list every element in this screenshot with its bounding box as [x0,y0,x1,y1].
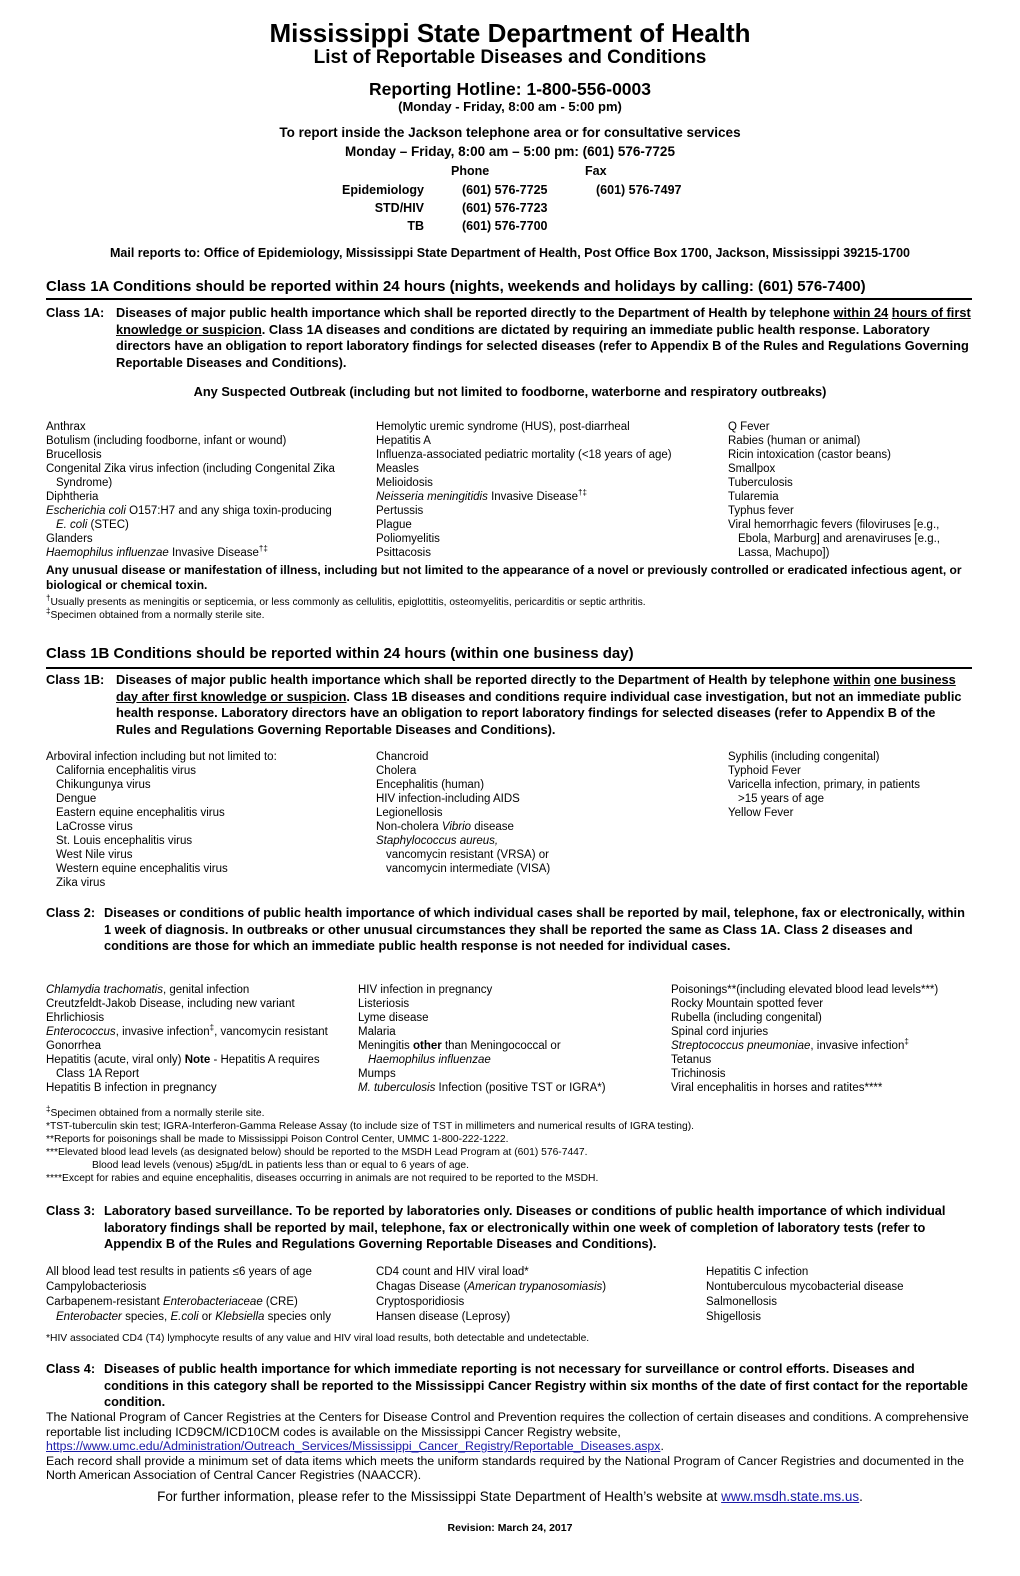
class1b-col2 [376,750,550,876]
class4-desc-text: Diseases of public health importance for which immediate reporting is not necessary for surveillance or control efforts. Diseases and conditions in this category shall be reported to the Mississippi Cancer Registry within six months of the date of first contact for the reportable condition. [104,1361,968,1409]
list-item: HIV infection in pregnancy [358,984,493,996]
list-item: Listeriosis [358,998,410,1010]
list-item-text: Non-cholera [376,821,439,833]
cancer-registry-link[interactable]: https://www.umc.edu/Administration/Outreach_Services/Mississippi_Cancer_Registry/Reportable_Diseases.aspx [46,1439,661,1453]
list-item: Cryptosporidiosis [376,1296,465,1308]
note-line: **Reports for poisonings shall be made to Mississippi Poison Control Center, UMMC 1-800-222-1222. [46,1134,509,1145]
class2-desc-text: Diseases or conditions of public health importance of which individual cases shall be reported by mail, telephone, fax or electronically, within 1 week of diagnosis. In outbreaks or other unusual circumstances they shall be reported the same as Class 1A. Class 2 diseases and conditions are those for which an immediate public health response is not needed for individual cases. [104,905,965,953]
list-item: Zika virus [56,877,106,889]
list-item: Viral hemorrhagic fevers (filoviruses [e.g., [728,519,940,531]
list-item: >15 years of age [738,793,824,805]
list-item: Ebola, Marburg] and arenaviruses [e.g., [738,533,941,545]
list-item: Yellow Fever [728,807,794,819]
list-item: Hepatitis A [376,435,431,447]
list-item [358,1039,606,1053]
list-item: Viral encephalitis in horses and ratites**** [671,1082,883,1094]
class2-label: Class 2: [46,905,96,920]
list-item-text: O157:H7 and any shiga toxin-producing [129,505,332,517]
italic-term: Staphylococcus aureus, [376,835,499,847]
class1b-desc-underline: within [833,672,871,687]
class3-description [46,1203,972,1253]
list-item: Dengue [56,793,97,805]
class1b-description [46,672,972,738]
list-item [46,983,328,997]
footnote-text: Specimen obtained from a normally sterile site. [50,610,265,621]
list-item: Cholera [376,765,417,777]
list-item-text: Chagas Disease ( [376,1281,468,1293]
class1b-desc-underline: one business day after first knowledge or suspicion [116,672,956,704]
list-item: Psittacosis [376,547,431,559]
class1a-heading: Class 1A Conditions should be reported within 24 hours (nights, weekends and holidays by calling: (601) 576-7400) [46,278,866,295]
class3-label: Class 3: [46,1203,96,1218]
jackson-line-1: To report inside the Jackson telephone area or for consultative services [279,125,741,140]
list-item-text: Invasive Disease [171,547,259,559]
class1a-desc-b: . Class 1A diseases and conditions are dictated by requiring an immediate public health response. Laboratory directors have an obligation to report laboratory findings for selected diseases (refer to Appendix B of the Rules and Regulations Governing Reportable Diseases and Conditions). [116,321,969,370]
class1b-desc-a: Diseases of major public health importance which shall be reported directly to the Department of Health by telephone [116,672,834,687]
mail-reports: Mail reports to: Office of Epidemiology, Mississippi State Department of Health, Post Office Box 1700, Jackson, Mississippi 39215-1700 [110,246,910,260]
class2-notes [46,1104,976,1185]
list-item: Syphilis (including congenital) [728,751,880,763]
other-bold: other [412,1040,442,1052]
class1a-col1 [46,420,335,560]
list-item: Hepatitis B infection in pregnancy [46,1082,217,1094]
footnote-text: Usually presents as meningitis or septicemia, or less commonly as cellulitis, epiglottitis, osteomyelitis, pericarditis or septic arthritis. [50,597,646,608]
class2-col2 [358,983,606,1095]
list-item-text: Invasive Disease [491,491,578,503]
list-item: Gonorrhea [46,1040,101,1052]
list-item-text: species, [125,1311,168,1323]
class2-col1 [46,983,328,1095]
class3-note: *HIV associated CD4 (T4) lymphocyte results of any value and HIV viral load results, both detectable and undetectable. [46,1333,590,1344]
list-item: Botulism (including foodborne, infant or wound) [46,435,287,447]
class4-para1: The National Program of Cancer Registries at the Centers for Disease Control and Prevention requires the collection of certain diseases and conditions. A comprehensive reportable list including ICD9CM/ICD10CM codes is available on the Mississippi Cancer Registry website, [46,1410,969,1439]
class2-col3 [671,983,938,1095]
class1b-desc-b: . Class 1B diseases and conditions require individual case investigation, but not an immediate public health response. Laboratory directors have an obligation to report laboratory findings for selected diseases (refer to Appendix B of the Rules and Regulations Governing Reportable Diseases and Conditions). [116,688,962,737]
list-item: Shigellosis [706,1311,761,1323]
further-info-text: For further information, please refer to the Mississippi State Department of Health’s website at [157,1489,718,1504]
list-item: LaCrosse virus [56,821,133,833]
list-item-text: Hepatitis (acute, viral only) [46,1054,182,1066]
list-item: CD4 count and HIV viral load* [376,1266,529,1278]
list-item: Chikungunya virus [56,779,151,791]
list-item: Congenital Zika virus infection (including Congenital Zika [46,463,335,475]
list-item: Tularemia [728,491,779,503]
class1a-label: Class 1A: [46,305,105,320]
list-item: Salmonellosis [706,1296,777,1308]
list-item [46,1310,331,1325]
class4-para2: Each record shall provide a minimum set of data items which meets the uniform standards required by the National Program of Cancer Registries and documented in the North American Association of Central Cancer Registries (NAACCR). [46,1453,964,1482]
class1b-col3 [728,750,920,820]
list-item: Streptococcus pneumoniae, invasive infection‡ [671,1037,909,1052]
class1b-heading: Class 1B Conditions should be reported within 24 hours (within one business day) [46,645,634,662]
list-item: Lyme disease [358,1012,429,1024]
revision-date: Revision: March 24, 2017 [447,1522,573,1534]
italic-term: Enterococcus [46,1026,116,1038]
list-item: Smallpox [728,463,776,475]
list-item [46,546,335,560]
list-item: Spinal cord injuries [671,1026,769,1038]
list-item: Creutzfeldt-Jakob Disease, including new variant [46,998,295,1010]
list-item: Enterococcus, invasive infection‡, vancomycin resistant [46,1023,328,1038]
list-item-text: species only [267,1311,331,1323]
class4-label: Class 4: [46,1361,96,1376]
list-item [376,820,550,834]
reporting-hotline: Reporting Hotline: 1-800-556-0003 [368,79,652,99]
list-item-text: Infection (positive TST or IGRA*) [438,1082,606,1094]
class1b-label: Class 1B: [46,672,105,687]
list-item-text: , vancomycin resistant [214,1026,328,1038]
list-item: Poliomyelitis [376,533,440,545]
italic-term: Enterobacter [56,1311,122,1323]
list-item: Anthrax [46,421,86,433]
page-title: Mississippi State Department of Health [269,18,751,48]
cancer-registry-link-line: https://www.umc.edu/Administration/Outreach_Services/Mississippi_Cancer_Registry/Reportable_Diseases.aspx. [46,1439,664,1453]
note-bold: Note [184,1054,211,1066]
list-item: Typhus fever [728,505,794,517]
list-item: Influenza-associated pediatric mortality (<18 years of age) [376,449,672,461]
hotline-hours: (Monday - Friday, 8:00 am - 5:00 pm) [398,99,622,114]
list-item-text: (CRE) [265,1296,298,1308]
class1b-rule [46,667,972,669]
list-item: Mumps [358,1068,396,1080]
italic-term: Haemophilus influenzae [46,547,169,559]
list-item: West Nile virus [56,849,133,861]
list-item [358,1053,606,1067]
list-item: Western equine encephalitis virus [56,863,228,875]
list-item: Typhoid Fever [728,765,801,777]
italic-term: Streptococcus pneumoniae [671,1040,811,1052]
list-item [46,1053,328,1067]
list-item: Brucellosis [46,449,102,461]
list-item [376,490,672,504]
class1a-col3 [728,420,940,560]
phone-column-header: Phone [451,164,490,178]
contact-dept: STD/HIV [374,201,424,215]
list-item [46,1295,331,1310]
further-info: For further information, please refer to the Mississippi State Department of Health’s website at www.msdh.state.ms.us. [157,1489,863,1504]
list-item: Class 1A Report [56,1068,140,1080]
note-line: ***Elevated blood lead levels (as designated below) should be reported to the MSDH Lead Program at (601) 576-7447. [46,1147,588,1158]
class1a-desc-underline: hours of first knowledge or suspicion [116,305,971,337]
footnote-ddagger: ‡Specimen obtained from a normally sterile site. [46,606,265,621]
contact-phone: (601) 576-7725 [462,183,548,197]
list-item: Hansen disease (Leprosy) [376,1311,511,1323]
list-item [358,1081,606,1095]
class1a-rule [46,298,972,300]
page-subtitle: List of Reportable Diseases and Conditions [313,47,707,68]
class4-description [46,1361,972,1411]
dagger-mark: †‡ [578,488,587,498]
class3-col1 [46,1265,331,1325]
list-item-text: , genital infection [162,984,250,996]
list-item: Rocky Mountain spotted fever [671,998,824,1010]
list-item: Hemolytic uremic syndrome (HUS), post-diarrheal [376,421,630,433]
list-item: Arboviral infection including but not limited to: [46,751,277,763]
list-item: Chancroid [376,751,429,763]
list-item: California encephalitis virus [56,765,196,777]
italic-term: E.coli [170,1311,199,1323]
note-text: Specimen obtained from a normally sterile site. [50,1108,265,1119]
list-item-text: - Hepatitis A requires [213,1054,320,1066]
list-item-text: (STEC) [90,519,129,531]
list-item: Hepatitis C infection [706,1266,809,1278]
list-item: Poisonings**(including elevated blood lead levels***) [671,984,939,996]
list-item-text: , invasive infection [115,1026,210,1038]
list-item: Q Fever [728,421,770,433]
list-item: St. Louis encephalitis virus [56,835,193,847]
list-item-text: Carbapenem-resistant [46,1296,160,1308]
list-item-text: ) [602,1281,607,1293]
list-item: Rubella (including congenital) [671,1012,822,1024]
class3-col3 [706,1265,904,1325]
class3-desc-text: Laboratory based surveillance. To be reported by laboratories only. Diseases or conditions of public health importance of which individual laboratory findings shall be reported by mail, telephone, fax or electronically within one week of completion of laboratory tests (refer to Appendix B of the Rules and Regulations Governing Reportable Diseases and Conditions). [104,1203,946,1251]
list-item: Lassa, Machupo]) [738,547,830,559]
italic-term: Klebsiella [215,1311,265,1323]
fax-column-header: Fax [585,164,607,178]
list-item: Plague [376,519,412,531]
list-item: Campylobacteriosis [46,1281,147,1293]
note-line: ****Except for rabies and equine encephalitis, diseases occurring in animals are not required to be reported to the MSDH. [46,1173,599,1184]
class1a-desc-underline: within 24 [833,305,889,320]
italic-term: Neisseria meningitidis [376,491,488,503]
italic-term: M. tuberculosis [358,1082,436,1094]
jackson-line-2: Monday – Friday, 8:00 am – 5:00 pm: (601) 576-7725 [345,144,675,159]
class2-description [46,905,972,955]
list-item: Tuberculosis [728,477,793,489]
list-item: HIV infection-including AIDS [376,793,520,805]
italic-term: Enterobacteriaceae [162,1296,263,1308]
list-item: Legionellosis [376,807,443,819]
italic-term: E. coli [56,519,88,531]
list-item-text: , invasive infection [810,1040,905,1052]
list-item-text: disease [474,821,514,833]
any-unusual-disease: Any unusual disease or manifestation of illness, including but not limited to the appearance of a novel or previously controlled or eradicated infectious agent, or biological or chemical toxin. [46,563,962,592]
list-item: Ricin intoxication (castor beans) [728,449,891,461]
class1b-col1 [46,750,277,890]
list-item: Encephalitis (human) [376,779,485,791]
contact-dept: TB [407,219,424,233]
list-item [46,518,335,532]
list-item: Eastern equine encephalitis virus [56,807,225,819]
list-item: Varicella infection, primary, in patients [728,779,920,791]
note-line: Blood lead levels (venous) ≥5μg/dL in patients less than or equal to 6 years of age. [92,1160,469,1171]
list-item: Tetanus [671,1054,712,1066]
class1a-desc-a: Diseases of major public health importance which shall be reported directly to the Department of Health by telephone [116,305,834,320]
footnote-dagger: †Usually presents as meningitis or septicemia, or less commonly as cellulitis, epiglottitis, osteomyelitis, pericarditis or septic arthritis. [46,593,646,608]
list-item: Glanders [46,533,93,545]
list-item [376,834,550,848]
contact-dept: Epidemiology [342,183,424,197]
list-item: Pertussis [376,505,424,517]
class4-paragraph [46,1410,976,1483]
list-item: Malaria [358,1026,396,1038]
list-item: Nontuberculous mycobacterial disease [706,1281,904,1293]
msdh-website-link[interactable]: www.msdh.state.ms.us [721,1489,860,1504]
list-item: Rabies (human or animal) [728,435,861,447]
list-item-text: Meningitis [358,1040,410,1052]
italic-term: American trypanosomiasis [467,1281,603,1293]
note-line: *TST-tuberculin skin test; IGRA-Interferon-Gamma Release Assay (to include size of TST in millimeters and numerical results of IGRA testing). [46,1121,694,1132]
italic-term: Vibrio [441,821,472,833]
note-line: ‡Specimen obtained from a normally sterile site. [46,1104,265,1119]
italic-term: Escherichia coli [46,505,126,517]
list-item [46,504,335,518]
list-item: All blood lead test results in patients ≤6 years of age [46,1266,312,1278]
list-item-text: or [201,1311,213,1323]
list-item: vancomycin intermediate (VISA) [386,863,551,875]
italic-term: Chlamydia trachomatis [46,984,163,996]
class3-col2 [376,1265,606,1325]
italic-term: Haemophilus influenzae [368,1054,491,1066]
list-item: vancomycin resistant (VRSA) or [386,849,549,861]
list-item: Melioidosis [376,477,433,489]
list-item: Diphtheria [46,491,99,503]
list-item [376,1280,606,1295]
dagger-mark: †‡ [258,544,268,554]
list-item: Ehrlichiosis [46,1012,105,1024]
list-item: Measles [376,463,419,475]
class1a-description [46,305,972,371]
contact-phone: (601) 576-7723 [462,201,548,215]
list-item-text: than Meningococcal or [444,1040,561,1052]
contact-phone: (601) 576-7700 [462,219,548,233]
class1a-col2 [376,420,672,560]
contact-fax: (601) 576-7497 [596,183,682,197]
list-item: Syndrome) [56,477,113,489]
outbreak-notice: Any Suspected Outbreak (including but not limited to foodborne, waterborne and respiratory outbreaks) [193,384,827,399]
list-item: Trichinosis [671,1068,726,1080]
